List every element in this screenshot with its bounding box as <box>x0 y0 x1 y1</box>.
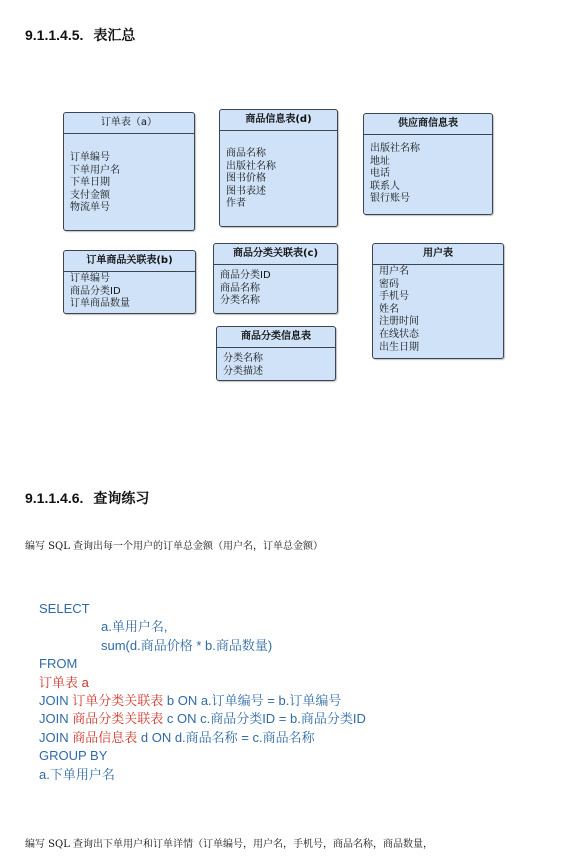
entity-user <box>372 243 504 359</box>
section-heading-query-practice <box>25 488 149 508</box>
entity-title: 商品分类关联表(c) <box>214 244 337 265</box>
entity-title: 订单商品关联表(b) <box>64 251 195 272</box>
sql-table-name: 订单表 <box>39 674 79 690</box>
entity-field: 联系人 <box>370 180 400 192</box>
sql-column-2: sum(d.商品价格 * b.商品数量) <box>101 637 273 653</box>
entity-field: 商品名称 <box>226 148 266 159</box>
question-2: 编写 SQL 查询出下单用户和订单详情（订单编号，用户名，手机号，商品名称，商品数量， <box>25 839 434 850</box>
sql-table-name: 订单分类关联表 <box>72 693 164 709</box>
entity-fields <box>214 265 337 308</box>
entity-field: 密码 <box>379 278 399 290</box>
entity-fields <box>64 134 194 215</box>
sql-join-keyword: JOIN <box>39 729 73 745</box>
entity-product <box>219 109 338 227</box>
entity-field: 电话 <box>370 168 390 180</box>
entity-field: 订单编号 <box>70 152 110 163</box>
sql-join-c <box>39 710 366 728</box>
section-title: 查询练习 <box>93 490 150 506</box>
entity-field: 出生日期 <box>379 341 419 353</box>
entity-field: 商品分类ID <box>220 270 271 281</box>
entity-field: 支付金额 <box>70 189 110 201</box>
entity-fields <box>220 131 337 211</box>
entity-field: 分类描述 <box>223 365 263 377</box>
sql-join-condition: b ON a.订单编号 = b.订单编号 <box>163 693 342 709</box>
entity-field: 商品名称 <box>220 282 260 294</box>
entity-field: 订单编号 <box>70 273 110 284</box>
entity-field: 分类名称 <box>223 353 263 364</box>
entity-field: 订单商品数量 <box>70 298 130 310</box>
sql-group-column: a.下单用户名 <box>39 766 115 782</box>
entity-title: 用户表 <box>373 244 503 265</box>
entity-fields <box>373 265 503 354</box>
sql-table-alias: a <box>78 674 89 690</box>
entity-fields <box>64 272 195 311</box>
section-title: 表汇总 <box>93 27 136 43</box>
sql-column-1: a.单用户名, <box>101 619 168 635</box>
entity-field: 出版社名称 <box>370 143 420 154</box>
section-number: 9.1.1.4.5. <box>25 27 84 43</box>
entity-field: 分类名称 <box>220 295 260 307</box>
entity-field: 银行账号 <box>370 193 410 205</box>
entity-field: 图书表述 <box>226 185 266 197</box>
sql-join-b <box>39 692 366 710</box>
entity-fields <box>217 348 335 378</box>
question-1: 编写 SQL 查询出每一个用户的订单总金额（用户名，订单总金额） <box>25 541 324 552</box>
sql-code-block <box>39 600 366 784</box>
entity-field: 下单用户名 <box>70 164 120 176</box>
entity-order-product <box>63 250 196 314</box>
entity-field: 手机号 <box>379 291 409 303</box>
sql-table-name: 商品分类关联表 <box>72 711 164 727</box>
entity-field: 注册时间 <box>379 316 419 328</box>
sql-group-by: GROUP BY <box>39 748 108 764</box>
sql-join-condition: d ON d.商品名称 = c.商品名称 <box>137 729 315 745</box>
sql-table-name: 商品信息表 <box>72 729 138 745</box>
entity-category <box>216 326 336 381</box>
entity-title: 商品信息表(d) <box>220 110 337 131</box>
sql-join-condition: c ON c.商品分类ID = b.商品分类ID <box>163 711 366 727</box>
entity-order <box>63 112 195 231</box>
entity-field: 商品分类ID <box>70 285 121 297</box>
sql-join-keyword: JOIN <box>39 711 73 727</box>
entity-title: 商品分类信息表 <box>217 327 335 348</box>
sql-join-keyword: JOIN <box>39 693 73 709</box>
entity-supplier <box>363 113 493 215</box>
entity-title: 订单表（a） <box>64 113 194 134</box>
entity-product-category-rel <box>213 243 338 314</box>
entity-fields <box>364 135 492 206</box>
entity-field: 在线状态 <box>379 328 419 340</box>
sql-join-d <box>39 729 366 747</box>
entity-field: 出版社名称 <box>226 160 276 172</box>
entity-field: 地址 <box>370 155 390 167</box>
entity-field: 物流单号 <box>70 202 110 214</box>
section-heading-summary <box>25 25 135 45</box>
sql-from: FROM <box>39 656 78 672</box>
entity-field: 姓名 <box>379 303 399 315</box>
sql-from-table <box>39 674 366 692</box>
sql-select: SELECT <box>39 601 90 616</box>
entity-field: 下单日期 <box>70 177 110 189</box>
entity-field: 图书价格 <box>226 173 266 185</box>
entity-field: 用户名 <box>379 266 409 277</box>
section-number: 9.1.1.4.6. <box>25 490 84 506</box>
entity-title: 供应商信息表 <box>364 114 492 135</box>
entity-field: 作者 <box>226 198 246 210</box>
